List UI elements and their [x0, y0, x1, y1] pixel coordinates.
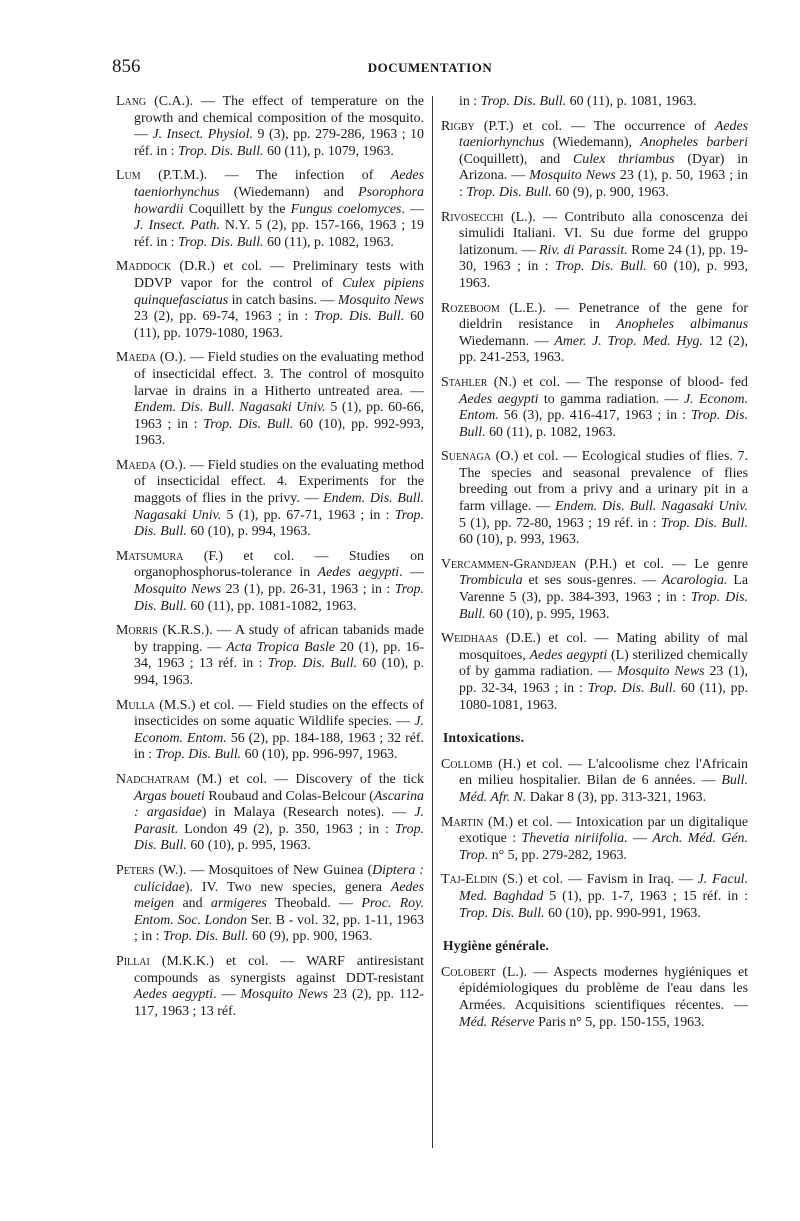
entry-author: Maddock (D.R.): [116, 259, 215, 275]
entry-text: ) in Malaya (Research notes). —: [201, 805, 415, 821]
bibliography-entry: [116, 954, 424, 1020]
bibliography-entry: [116, 94, 424, 160]
entry-text: — Penetrance of the gene for dieldrin resistance in: [459, 300, 748, 333]
entry-italic-text: Endem. Dis. Bull. Nagasaki Univ.: [555, 499, 748, 515]
section-heading: Intoxications.: [443, 730, 525, 746]
running-title: DOCUMENTATION: [367, 60, 493, 75]
entry-text: et col. — Mating ability of mal mosquitoes,: [459, 631, 748, 663]
entry-text: to gamma radiation. —: [538, 391, 684, 407]
entry-italic-text: Argas boueti: [134, 788, 205, 804]
entry-italic-text: Anopheles barberi: [640, 135, 748, 151]
entry-text: 20 (1), pp. 16-34, 1963 ; 13 réf. in :: [134, 639, 424, 672]
entry-text: et col. — The occurrence of: [513, 118, 715, 134]
entry-author: Vercammen-Grandjean (P.H.): [441, 556, 617, 572]
entry-italic-text: Trop. Dis. Bull.: [134, 507, 424, 540]
entry-italic-text: Endem. Dis. Bull. Nagasaki Univ.: [134, 491, 424, 523]
entry-author: Maeda (O.).: [116, 457, 187, 473]
entry-italic-text: Mosquito News: [240, 987, 329, 1003]
entry-text: 60 (9), pp. 900, 1963.: [248, 929, 373, 945]
bibliography-entry: [116, 698, 424, 764]
entry-italic-text: Amer. J. Trop. Med. Hyg.: [554, 333, 703, 349]
entry-text: 60 (10), p. 995, 1963.: [186, 838, 311, 854]
entry-italic-text: Arch. Méd. Gén. Trop.: [459, 831, 748, 863]
entry-italic-text: Aedes aegypti: [134, 987, 214, 1003]
bibliography-entry: [441, 757, 748, 807]
entry-author: Weidhaas (D.E.): [441, 631, 541, 647]
section-heading: Hygiène générale.: [443, 938, 550, 954]
entry-author: Nadchatram (M.): [116, 771, 222, 787]
column-divider: [432, 96, 433, 1148]
entry-italic-text: J. Econom. Entom.: [134, 714, 424, 746]
entry-italic-text: Trop. Dis. Bull.: [660, 515, 748, 531]
entry-text: 23 (1), p. 50, 1963 ; in :: [459, 168, 748, 200]
entry-italic-text: armigeres: [210, 896, 267, 912]
entry-italic-text: Aedes aegypti: [529, 647, 608, 663]
entry-text: 12 (2), pp. 241-253, 1963.: [459, 333, 748, 366]
entry-italic-text: Trop. Dis. Bull.: [203, 416, 294, 432]
entry-author: Rozeboom (L.E.).: [441, 300, 546, 316]
bibliography-entry: [116, 168, 424, 251]
entry-text: n° 5, pp. 279-282, 1963.: [488, 847, 627, 863]
entry-text: 5 (1), pp. 1-7, 1963 ; 15 réf. in :: [543, 888, 748, 904]
entry-text: (Coquillett), and: [459, 151, 573, 167]
entry-text: Dakar 8 (3), pp. 313-321, 1963.: [526, 789, 707, 805]
entry-italic-text: Trop. Dis. Bull.: [267, 656, 358, 672]
entry-italic-text: Psorophora howardii: [134, 184, 424, 217]
entry-text: 60 (9), p. 900, 1963.: [551, 184, 669, 200]
entry-text: Coquillett by the: [183, 201, 291, 217]
bibliography-entry: [441, 210, 748, 293]
entry-italic-text: J. Parasit.: [134, 805, 424, 837]
entry-italic-text: Trop. Dis. Bull.: [155, 747, 242, 763]
entry-author: Rivosecchi (L.).: [441, 209, 536, 225]
entry-text: 60 (11), pp. 1080-1081, 1963.: [459, 681, 748, 713]
entry-text: — The effect of temperature on the growth and chemical composition of the mosquito. —: [134, 94, 424, 143]
entry-italic-text: Trop. Dis. Bull.: [134, 821, 424, 854]
entry-text: London 49 (2), p. 350, 1963 ; in :: [178, 821, 395, 837]
entry-italic-text: J. Insect. Physiol.: [152, 127, 253, 143]
entry-text: — Field studies on the evaluating method of insecticidal effect. 3. The control of mosquito larvae in drains in a Hitherto untreated area. —: [134, 350, 424, 399]
bibliography-entry: [116, 259, 424, 342]
entry-text: et col. — Favism in Iraq. —: [522, 872, 698, 888]
bibliography-entry: [441, 94, 748, 111]
entry-text: 60 (11), p. 1082, 1963.: [485, 424, 616, 440]
entry-text: 60 (11), p. 1079, 1963.: [263, 143, 394, 159]
entry-text: 60 (10), pp. 996-997, 1963.: [241, 747, 398, 763]
entry-text: 23 (2), pp. 69-74, 1963 ; in :: [134, 309, 314, 325]
entry-italic-text: Mosquito News: [616, 664, 705, 680]
entry-italic-text: Aedes taeniorhynchus: [459, 118, 749, 151]
entry-italic-text: Trop. Dis. Bull.: [313, 309, 405, 325]
bibliography-entry: [116, 772, 424, 855]
entry-text: . —: [213, 987, 241, 1003]
entry-text: 23 (1), pp. 32-34, 1963 ; in :: [459, 664, 748, 696]
entry-italic-text: Aedes aegypti: [459, 391, 539, 407]
entry-author: Martin (M.): [441, 814, 514, 830]
entry-italic-text: Trop. Dis. Bull.: [555, 259, 647, 275]
entry-text: et col. — Ecological studies of flies. 7. The species and seasonal prevalence of flies breeding out from a privy and a urinary pit in a farm village. —: [459, 449, 749, 515]
entry-text: — Contributo alla conoscenza dei simulidi Italiani. VI. Su due forme del gruppo latizonum. —: [459, 209, 748, 258]
bibliography-entry: [441, 119, 748, 202]
entry-text: La Varenne 5 (3), pp. 384-393, 1963 ; in :: [459, 573, 749, 606]
entry-italic-text: Ascarina : argasidae: [134, 788, 425, 821]
entry-text: et col. — Studies on organophosphorus-tolerance in: [134, 548, 424, 581]
bibliography-entry: [116, 623, 424, 689]
entry-italic-text: J. Facul. Med. Baghdad: [459, 872, 749, 904]
entry-text: in :: [459, 94, 481, 109]
entry-text: Roubaud and Colas-Belcour (: [204, 788, 374, 804]
entry-italic-text: Aedes taeniorhynchus: [134, 168, 424, 200]
entry-text: 56 (2), pp. 184-188, 1963 ; 32 réf. in :: [134, 730, 424, 763]
entry-author: Pillai (M.K.K.): [116, 953, 214, 969]
entry-text: 60 (10), pp. 990-991, 1963.: [544, 905, 701, 921]
entry-italic-text: Anopheles albimanus: [616, 317, 748, 333]
entry-author: Peters (W.).: [116, 862, 187, 878]
entry-italic-text: Culex thriambus: [572, 151, 675, 167]
entry-text: ). IV. Two new species, genera: [184, 879, 391, 895]
entry-italic-text: Aedes aegypti: [317, 565, 400, 581]
entry-italic-text: Trombicula: [459, 573, 523, 589]
left-column: [116, 94, 424, 1028]
entry-italic-text: Trop. Dis. Bull.: [459, 590, 748, 622]
entry-text: 60 (10), p. 993, 1963.: [459, 532, 580, 548]
entry-italic-text: Trop. Dis. Bull.: [162, 929, 249, 945]
right-column: [441, 94, 748, 1039]
entry-author: Colobert (L.).: [441, 964, 527, 980]
entry-italic-text: J. Insect. Path.: [134, 218, 220, 234]
bibliography-entry: [116, 458, 424, 541]
entry-text: — A study of african tabanids made by trapping. —: [134, 623, 424, 655]
bibliography-entry: [116, 863, 424, 946]
entry-italic-text: Proc. Roy. Entom. Soc. London: [134, 896, 424, 928]
entry-text: 60 (10), p. 994, 1963.: [134, 656, 424, 688]
entry-author: Morris (K.R.S.).: [116, 623, 213, 639]
entry-text: et col. — Discovery of the tick: [221, 771, 424, 787]
entry-text: et col. — Le genre: [616, 556, 749, 572]
entry-text: Wiedemann. —: [459, 333, 555, 349]
entry-text: Ser. B - vol. 32, pp. 1-11, 1963 ; in :: [134, 912, 424, 945]
entry-italic-text: Mosquito News: [529, 168, 616, 184]
entry-italic-text: Culex pipiens quinquefasciatus: [134, 275, 424, 308]
entry-italic-text: Trop. Dis. Bull.: [480, 94, 567, 109]
entry-text: . —: [399, 565, 424, 581]
entry-text: (Dyar) in Arizona. —: [459, 151, 748, 184]
entry-text: 60 (10), p. 995, 1963.: [485, 606, 610, 622]
entry-text: et ses sous-genres. —: [522, 573, 662, 589]
entry-text: (Wiedemann),: [544, 135, 641, 151]
entry-text: — Mosquitoes of New Guinea (: [186, 862, 373, 878]
entry-text: 60 (11), p. 1082, 1963.: [263, 234, 394, 250]
entry-author: Maeda (O.).: [116, 350, 187, 366]
entry-italic-text: Aedes meigen: [134, 879, 424, 912]
page-header: [112, 52, 748, 82]
entry-text: 60 (11), pp. 1081-1082, 1963.: [186, 598, 357, 614]
entry-author: Stahler (N.): [441, 374, 517, 390]
entry-text: (Wiedemann) and: [219, 184, 359, 200]
entry-text: 23 (2), pp. 112-117, 1963 ; 13 réf.: [134, 987, 424, 1019]
entry-italic-text: Méd. Réserve: [459, 1014, 535, 1030]
bibliography-entry: [441, 449, 748, 549]
bibliography-entry: [441, 557, 748, 623]
entry-text: 60 (10), pp. 992-993, 1963.: [134, 416, 424, 449]
entry-italic-text: Endem. Dis. Bull. Nagasaki Univ.: [134, 400, 326, 416]
entry-italic-text: Acta Tropica Basle: [226, 639, 335, 655]
entry-text: — The infection of: [207, 168, 391, 184]
entry-author: Lum (P.T.M.).: [116, 168, 208, 184]
entry-text: 60 (11), pp. 1079-1080, 1963.: [134, 309, 424, 341]
entry-text: et col. — Field studies on the effects of insecticides on some aquatic Wildlife species. —: [134, 697, 424, 730]
entry-italic-text: Bull. Méd. Afr. N.: [459, 773, 748, 805]
entry-text: 60 (11), p. 1081, 1963.: [566, 94, 697, 109]
entry-text: . —: [401, 201, 424, 217]
bibliography-entry: [441, 301, 748, 367]
entry-text: 60 (10), p. 994, 1963.: [186, 524, 311, 540]
entry-text: Rome 24 (1), pp. 19-30, 1963 ; in :: [459, 242, 749, 275]
entry-text: 9 (3), pp. 279-286, 1963 ; 10 réf. in :: [134, 127, 424, 159]
entry-text: et col. — Preliminary tests with DDVP vapor for the control of: [134, 259, 424, 291]
bibliography-entry: [441, 965, 748, 1031]
bibliography-entry: [116, 549, 424, 615]
entry-text: Theobald. —: [266, 896, 362, 912]
entry-author: Rigby (P.T.): [441, 118, 514, 134]
entry-text: (L) sterilized chemically of by gamma radiation. —: [459, 647, 749, 680]
bibliography-entry: [441, 872, 748, 922]
entry-italic-text: Trop. Dis. Bull.: [459, 408, 748, 440]
entry-text: et col. — Intoxication par un digitalique exotique :: [459, 814, 748, 847]
entry-text: —: [627, 831, 653, 847]
entry-italic-text: Trop. Dis. Bull.: [177, 234, 264, 250]
entry-text: 56 (3), pp. 416-417, 1963 ; in :: [498, 408, 691, 424]
entry-italic-text: J. Econom. Entom.: [459, 391, 748, 424]
bibliography-entry: [441, 631, 748, 714]
entry-text: 60 (10), p. 993, 1963.: [459, 259, 749, 291]
bibliography-entry: [441, 375, 748, 441]
entry-author: Suenaga (O.): [441, 449, 519, 465]
bibliography-entry: [116, 350, 424, 450]
entry-italic-text: Diptera : culicidae: [134, 862, 425, 895]
entry-text: and: [174, 896, 211, 912]
entry-text: et col. — L'alcoolisme chez l'Africain en milieu hospitalier. Bilan de 6 années. —: [459, 756, 749, 789]
entry-italic-text: Trop. Dis. Bull.: [459, 905, 545, 921]
entry-author: Matsumura (F.): [116, 548, 224, 564]
entry-italic-text: Trop. Dis. Bull.: [587, 681, 677, 696]
entry-italic-text: Fungus coelomyces: [290, 201, 402, 217]
entry-italic-text: Trop. Dis. Bull.: [466, 184, 552, 200]
entry-text: N.Y. 5 (2), pp. 157-166, 1963 ; 19 réf. in :: [134, 218, 424, 250]
entry-text: et col. — WARF antiresistant compounds as synergists against DDT-resistant: [134, 953, 424, 986]
entry-text: in catch basins. —: [228, 292, 338, 308]
entry-text: 23 (1), pp. 26-31, 1963 ; in :: [221, 582, 395, 598]
entry-text: 5 (1), pp. 72-80, 1963 ; 19 réf. in :: [459, 515, 661, 531]
entry-italic-text: Acarologia.: [661, 573, 728, 589]
entry-text: — Aspects modernes hygiéniques et épidémiologiques du problème de l'eau dans les Armées. Acquisitions scientifiques récentes. —: [459, 964, 748, 1013]
entry-italic-text: Mosquito News: [134, 582, 222, 598]
entry-italic-text: Trop. Dis. Bull.: [134, 582, 424, 614]
entry-text: et col. — The response of blood- fed: [516, 374, 748, 390]
bibliography-entry: [441, 815, 748, 865]
entry-text: 5 (1), pp. 60-66, 1963 ; in :: [134, 400, 424, 432]
entry-text: — Field studies on the evaluating method of insecticidal effect. 4. Experiments for the maggots of flies in the privy. —: [134, 457, 424, 507]
page-number: 856: [112, 56, 141, 77]
entry-text: Paris n° 5, pp. 150-155, 1963.: [534, 1014, 705, 1030]
entry-italic-text: Mosquito News: [337, 292, 424, 308]
entry-author: Mulla (M.S.): [116, 697, 196, 713]
entry-italic-text: Trop. Dis. Bull.: [177, 143, 264, 159]
entry-text: 5 (1), pp. 67-71, 1963 ; in :: [221, 507, 395, 523]
entry-italic-text: Riv. di Parassit.: [539, 242, 628, 258]
entry-author: Lang (C.A.).: [116, 94, 194, 109]
entry-author: Taj-Eldin (S.): [441, 872, 523, 888]
entry-author: Collomb (H.): [441, 756, 521, 772]
entry-italic-text: Thevetia niriifolia.: [521, 831, 628, 847]
